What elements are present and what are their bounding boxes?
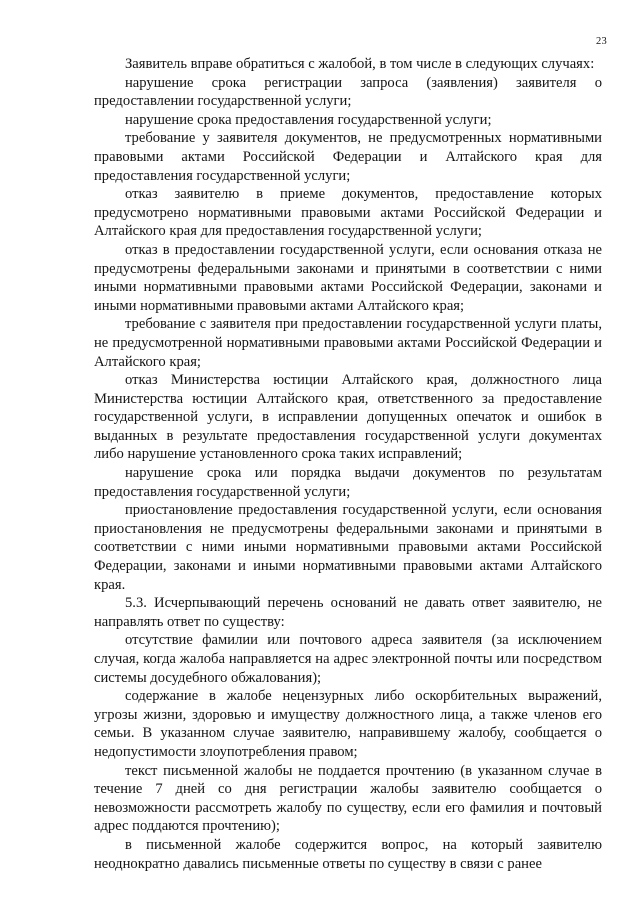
list-item: нарушение срока или порядка выдачи документов по результатам предоставления государственной услуги; xyxy=(94,465,602,500)
list-item: приостановление предоставления государственной услуги, если основания приостановления не предусмотрены федеральными законами и принятыми в соответствии с ними иными нормативными правовыми актами Российской Федерации, законами и иными нормативными правовыми актами Алтайского края. xyxy=(94,502,602,593)
document-body xyxy=(94,55,602,873)
list-item: нарушение срока предоставления государственной услуги; xyxy=(125,111,492,128)
list-item: требование у заявителя документов, не предусмотренных нормативными правовыми актами Российской Федерации и Алтайского края для предоставления государственной услуги; xyxy=(94,130,602,184)
list-item: требование с заявителя при предоставлении государственной услуги платы, не предусмотренной нормативными правовыми актами Российской Федерации и Алтайского края; xyxy=(94,316,602,370)
section-heading-5-3: 5.3. Исчерпывающий перечень оснований не давать ответ заявителю, не направлять ответ по существу: xyxy=(94,595,602,630)
page-number: 23 xyxy=(596,36,607,47)
paragraph-intro: Заявитель вправе обратиться с жалобой, в том числе в следующих случаях: xyxy=(125,56,595,72)
list-item: отказ заявителю в приеме документов, предоставление которых предусмотрено нормативными правовыми актами Российской Федерации и Алтайского края для предоставления государственной услуги; xyxy=(94,186,602,240)
list-item: отказ в предоставлении государственной услуги, если основания отказа не предусмотрены федеральными законами и принятыми в соответствии с ними иными нормативными правовыми актами Российской Федерации, законами и иными нормативными правовыми актами Алтайского края; xyxy=(94,241,602,314)
list-item: отказ Министерства юстиции Алтайского края, должностного лица Министерства юстиции Алтайского края, ответственного за предоставление государственной услуги, в исправлении допущенных опечаток и ошибок в выданных в результате предоставления государственной услуги документах либо нарушение установленного срока таких исправлений; xyxy=(94,372,602,463)
list-item: содержание в жалобе нецензурных либо оскорбительных выражений, угрозы жизни, здоровью и имуществу должностного лица, а также членов его семьи. В указанном случае заявителю, направившему жалобу, сообщается о недопустимости злоупотребления правом; xyxy=(94,688,602,760)
list-item: отсутствие фамилии или почтового адреса заявителя (за исключением случая, когда жалоба направляется на адрес электронной почты или посредством системы досудебного обжалования); xyxy=(94,632,602,686)
list-item: нарушение срока регистрации запроса (заявления) заявителя о предоставлении государственной услуги; xyxy=(94,74,602,110)
list-item: в письменной жалобе содержится вопрос, на который заявителю неоднократно давались письменные ответы по существу в связи с ранее xyxy=(94,836,602,872)
list-item: текст письменной жалобы не поддается прочтению (в указанном случае в течение 7 дней со дня регистрации жалобы заявителю сообщается о невозможности рассмотреть жалобу по существу, если его фамилия и почтовый адрес поддаются прочтению); xyxy=(94,762,602,835)
